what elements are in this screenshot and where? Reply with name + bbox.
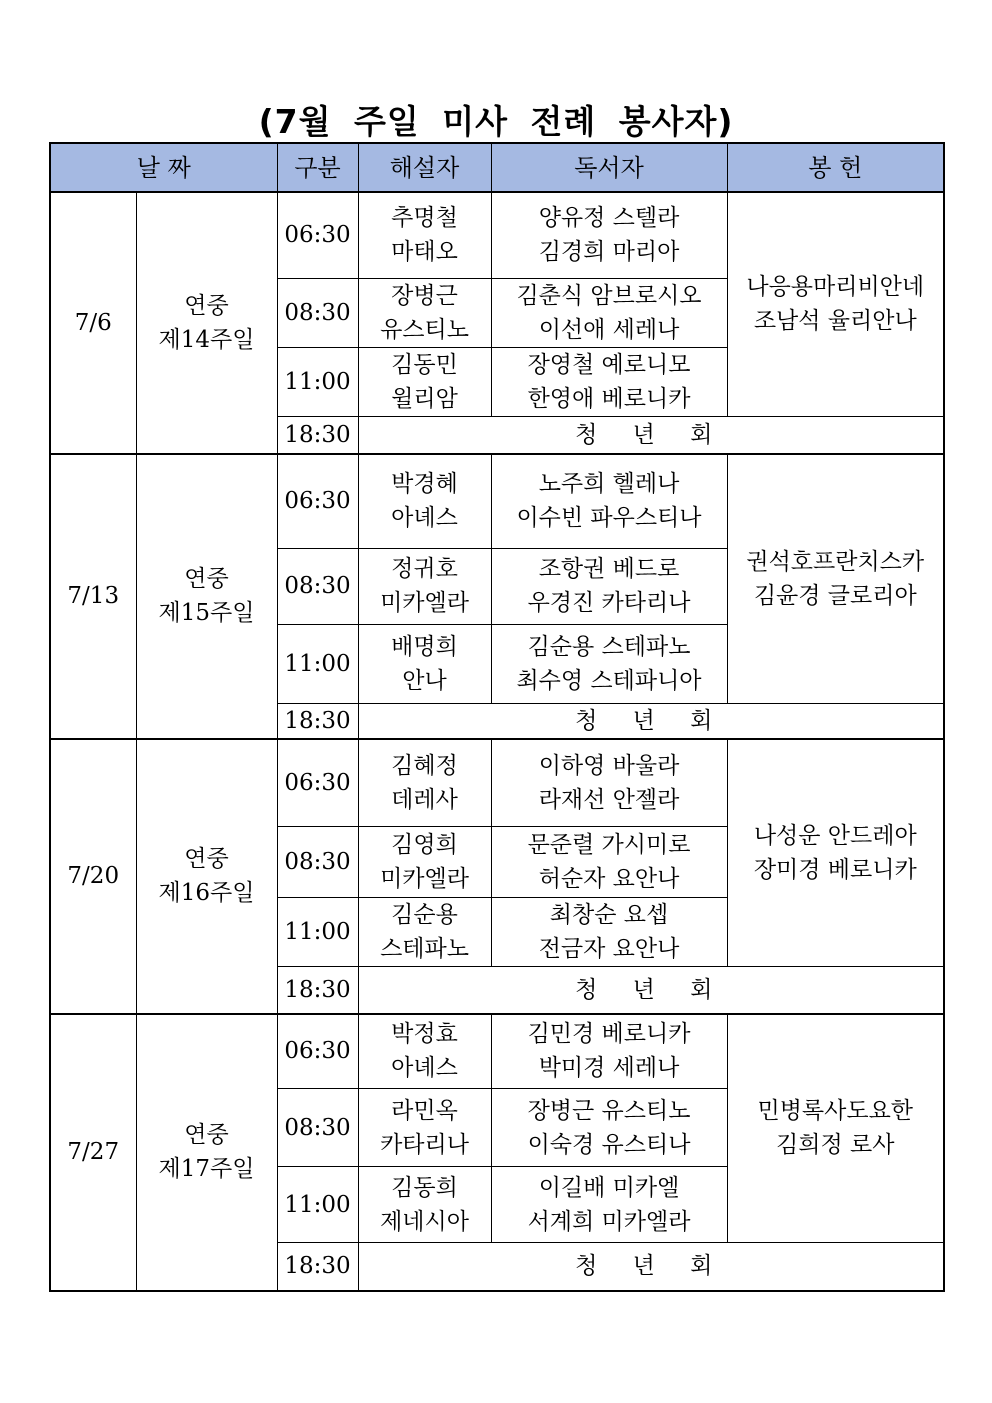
- commentator: 정귀호 미카엘라: [358, 548, 491, 624]
- commentator: 추명철 마태오: [358, 192, 491, 278]
- week-name: 연중 제15주일: [136, 454, 277, 739]
- offertory: 민병록사도요한 김희정 로사: [727, 1014, 944, 1243]
- commentator: 김영희 미카엘라: [358, 827, 491, 898]
- header-lector: 독서자: [491, 143, 727, 192]
- lectors: 김순용 스테파노 최수영 스테파니아: [491, 624, 727, 703]
- header-row: [50, 143, 944, 192]
- week-name: 연중 제14주일: [136, 192, 277, 454]
- lectors: 이길배 미카엘 서계희 미카엘라: [491, 1167, 727, 1243]
- mass-time: 08:30: [277, 278, 358, 347]
- youth-group: 청 년 회: [358, 703, 944, 739]
- week-name: 연중 제17주일: [136, 1014, 277, 1291]
- youth-group: 청 년 회: [358, 1243, 944, 1291]
- week-date: 7/13: [50, 454, 136, 739]
- week-date: 7/20: [50, 739, 136, 1014]
- lectors: 김춘식 암브로시오 이선애 세레나: [491, 278, 727, 347]
- mass-time: 18:30: [277, 967, 358, 1014]
- table-row: [50, 192, 944, 278]
- table-row: [50, 1014, 944, 1089]
- mass-time: 06:30: [277, 739, 358, 827]
- header-date: 날 짜: [50, 143, 277, 192]
- mass-time: 18:30: [277, 416, 358, 454]
- commentator: 박경혜 아녜스: [358, 454, 491, 548]
- offertory: 권석호프란치스카 김윤경 글로리아: [727, 454, 944, 703]
- youth-group: 청 년 회: [358, 967, 944, 1014]
- lectors: 장영철 예로니모 한영애 베로니카: [491, 347, 727, 416]
- week-date: 7/27: [50, 1014, 136, 1291]
- commentator: 장병근 유스티노: [358, 278, 491, 347]
- week-date: 7/6: [50, 192, 136, 454]
- commentator: 배명희 안나: [358, 624, 491, 703]
- offertory: 나응용마리비안네 조남석 율리안나: [727, 192, 944, 416]
- lectors: 노주희 헬레나 이수빈 파우스티나: [491, 454, 727, 548]
- mass-time: 08:30: [277, 827, 358, 898]
- mass-time: 06:30: [277, 454, 358, 548]
- mass-time: 11:00: [277, 1167, 358, 1243]
- commentator: 김순용 스테파노: [358, 898, 491, 967]
- header-offertory: 봉 헌: [727, 143, 944, 192]
- lectors: 최창순 요셉 전금자 요안나: [491, 898, 727, 967]
- header-slot: 구분: [277, 143, 358, 192]
- mass-time: 11:00: [277, 347, 358, 416]
- commentator: 박정효 아녜스: [358, 1014, 491, 1089]
- lectors: 이하영 바울라 라재선 안젤라: [491, 739, 727, 827]
- mass-time: 11:00: [277, 624, 358, 703]
- lectors: 문준렬 가시미로 허순자 요안나: [491, 827, 727, 898]
- mass-time: 11:00: [277, 898, 358, 967]
- lectors: 김민경 베로니카 박미경 세레나: [491, 1014, 727, 1089]
- lectors: 장병근 유스티노 이숙경 유스티나: [491, 1089, 727, 1167]
- commentator: 김혜정 데레사: [358, 739, 491, 827]
- youth-group: 청 년 회: [358, 416, 944, 454]
- mass-time: 06:30: [277, 192, 358, 278]
- offertory: 나성운 안드레아 장미경 베로니카: [727, 739, 944, 967]
- week-name: 연중 제16주일: [136, 739, 277, 1014]
- schedule-table: [49, 142, 945, 1292]
- mass-time: 08:30: [277, 1089, 358, 1167]
- lectors: 조항권 베드로 우경진 카타리나: [491, 548, 727, 624]
- commentator: 라민옥 카타리나: [358, 1089, 491, 1167]
- page-title: (7월 주일 미사 전례 봉사자): [258, 102, 734, 141]
- commentator: 김동희 제네시아: [358, 1167, 491, 1243]
- lectors: 양유정 스텔라 김경희 마리아: [491, 192, 727, 278]
- header-commentator: 해설자: [358, 143, 491, 192]
- mass-time: 18:30: [277, 1243, 358, 1291]
- mass-time: 08:30: [277, 548, 358, 624]
- mass-time: 18:30: [277, 703, 358, 739]
- mass-time: 06:30: [277, 1014, 358, 1089]
- table-row: [50, 739, 944, 827]
- commentator: 김동민 윌리암: [358, 347, 491, 416]
- table-row: [50, 454, 944, 548]
